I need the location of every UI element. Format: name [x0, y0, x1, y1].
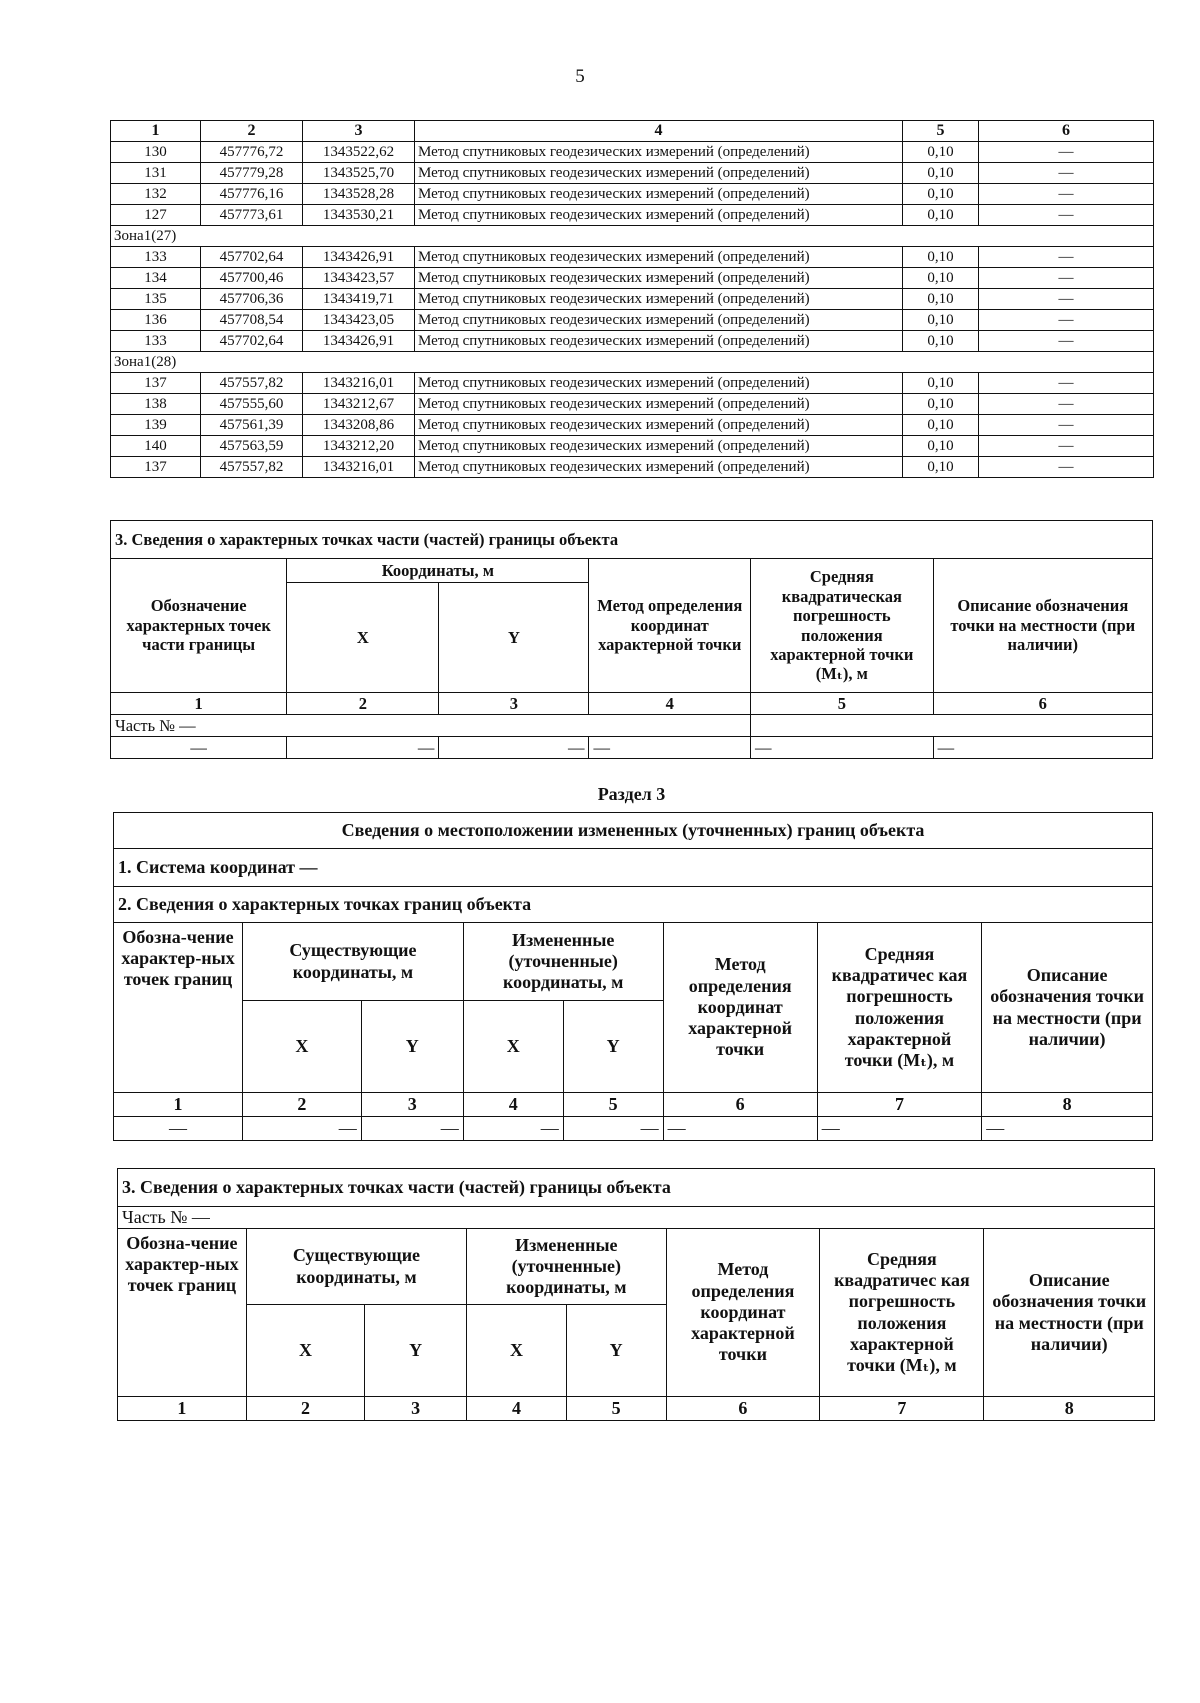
- table-cell: 0,10: [903, 247, 979, 268]
- empty-value: —: [982, 1117, 1153, 1141]
- table-cell: 1343423,05: [303, 310, 415, 331]
- table-cell: 457700,46: [201, 268, 303, 289]
- changed-boundaries-title: Сведения о местоположении измененных (уточненных) границ объекта: [114, 813, 1153, 849]
- table-cell: 1343426,91: [303, 331, 415, 352]
- col-changed: Измененные (уточненные) координаты, м: [463, 923, 663, 1001]
- table-cell: Метод спутниковых геодезических измерений (определений): [415, 457, 903, 478]
- table-cell: —: [979, 394, 1154, 415]
- table-cell: Метод спутниковых геодезических измерений (определений): [415, 394, 903, 415]
- table-cell: 137: [111, 373, 201, 394]
- col-method: Метод определения координат характерной точки: [663, 923, 817, 1093]
- table-cell: 1343426,91: [303, 247, 415, 268]
- col-number: 6: [933, 693, 1152, 715]
- col-description: Описание обозначения точки на местности (при наличии): [982, 923, 1153, 1093]
- col-number: 4: [463, 1093, 563, 1117]
- col-x: X: [246, 1305, 364, 1397]
- table-cell: 1343522,62: [303, 142, 415, 163]
- table-cell: 457563,59: [201, 436, 303, 457]
- part-points-title: 3. Сведения о характерных точках части (частей) границы объекта: [111, 521, 1153, 559]
- table-cell: —: [979, 331, 1154, 352]
- table-cell: 457557,82: [201, 373, 303, 394]
- table-cell: Метод спутниковых геодезических измерений (определений): [415, 310, 903, 331]
- table-cell: 457702,64: [201, 247, 303, 268]
- table-cell: Метод спутниковых геодезических измерений (определений): [415, 268, 903, 289]
- header-cell: 4: [415, 121, 903, 142]
- table-cell: 1343525,70: [303, 163, 415, 184]
- table-cell: 132: [111, 184, 201, 205]
- table-cell: —: [979, 205, 1154, 226]
- table-cell: —: [979, 184, 1154, 205]
- table-cell: 457561,39: [201, 415, 303, 436]
- table-row: [111, 142, 1154, 163]
- col-description: Описание обозначения точки на местности (при наличии): [984, 1229, 1155, 1397]
- table-row: [111, 289, 1154, 310]
- part-points-table: [110, 520, 1153, 759]
- header-cell: 3: [303, 121, 415, 142]
- col-designation: Обозна-чение характер-ных точек границ: [118, 1229, 247, 1397]
- table-cell: 1343528,28: [303, 184, 415, 205]
- table-cell: Метод спутниковых геодезических измерений (определений): [415, 205, 903, 226]
- table-cell: 136: [111, 310, 201, 331]
- table-cell: 131: [111, 163, 201, 184]
- col-number: 1: [114, 1093, 243, 1117]
- col-error: Средняя квадратичес кая погрешность положения характерной точки (Mₜ), м: [820, 1229, 984, 1397]
- table-row: [111, 331, 1154, 352]
- col-x: X: [243, 1001, 362, 1093]
- col-number: 3: [361, 1093, 463, 1117]
- col-number: 7: [817, 1093, 981, 1117]
- col-changed: Измененные (уточненные) координаты, м: [467, 1229, 666, 1305]
- col-y: Y: [563, 1001, 663, 1093]
- table-header-row: [111, 121, 1154, 142]
- col-number: 5: [751, 693, 934, 715]
- table-cell: —: [979, 289, 1154, 310]
- col-number: 6: [666, 1397, 820, 1421]
- table-cell: Метод спутниковых геодезических измерений (определений): [415, 163, 903, 184]
- table-cell: 457557,82: [201, 457, 303, 478]
- table-row: [111, 163, 1154, 184]
- empty-value: —: [751, 737, 934, 759]
- col-x: X: [287, 583, 439, 693]
- table-cell: 0,10: [903, 268, 979, 289]
- table-cell: 1343423,57: [303, 268, 415, 289]
- table-cell: Метод спутниковых геодезических измерений (определений): [415, 184, 903, 205]
- table-cell: 139: [111, 415, 201, 436]
- table-row: [111, 415, 1154, 436]
- header-cell: 2: [201, 121, 303, 142]
- col-number: 2: [243, 1093, 362, 1117]
- col-number: 2: [287, 693, 439, 715]
- col-number: 3: [439, 693, 589, 715]
- table-cell: Метод спутниковых геодезических измерений (определений): [415, 373, 903, 394]
- changed-boundaries-table: [113, 812, 1153, 1141]
- table-cell: Метод спутниковых геодезических измерений (определений): [415, 331, 903, 352]
- table-cell: 457776,72: [201, 142, 303, 163]
- empty-value: —: [589, 737, 751, 759]
- boundary-points-table: [110, 120, 1154, 478]
- empty-value: —: [817, 1117, 981, 1141]
- table-cell: —: [979, 163, 1154, 184]
- col-x: X: [463, 1001, 563, 1093]
- table-row: [111, 205, 1154, 226]
- table-cell: 457773,61: [201, 205, 303, 226]
- col-number: 5: [566, 1397, 666, 1421]
- table-row: [111, 184, 1154, 205]
- col-y: Y: [361, 1001, 463, 1093]
- table-cell: 0,10: [903, 331, 979, 352]
- table-row: [111, 457, 1154, 478]
- table-row: [111, 247, 1154, 268]
- table-row: [111, 373, 1154, 394]
- page-number: 5: [575, 66, 585, 87]
- table-cell: Метод спутниковых геодезических измерений (определений): [415, 142, 903, 163]
- table-cell: —: [979, 436, 1154, 457]
- table-cell: 0,10: [903, 394, 979, 415]
- col-number: 3: [365, 1397, 467, 1421]
- table-cell: —: [979, 457, 1154, 478]
- empty-value: —: [563, 1117, 663, 1141]
- table-cell: 0,10: [903, 415, 979, 436]
- table-cell: 0,10: [903, 205, 979, 226]
- table-cell: 457779,28: [201, 163, 303, 184]
- zone-label: Зона1(27): [111, 226, 1154, 247]
- table-cell: 457702,64: [201, 331, 303, 352]
- table-cell: —: [979, 310, 1154, 331]
- table-cell: 1343212,20: [303, 436, 415, 457]
- table-cell: 138: [111, 394, 201, 415]
- col-y: Y: [439, 583, 589, 693]
- table-cell: 137: [111, 457, 201, 478]
- coord-system: 1. Система координат —: [114, 849, 1153, 887]
- header-cell: 5: [903, 121, 979, 142]
- changed-part-points-table: [117, 1168, 1155, 1421]
- empty-value: —: [287, 737, 439, 759]
- col-number: 1: [118, 1397, 247, 1421]
- points-subtitle: 2. Сведения о характерных точках границ объекта: [114, 887, 1153, 923]
- table-cell: 457776,16: [201, 184, 303, 205]
- col-coords: Координаты, м: [287, 559, 589, 583]
- table-cell: Метод спутниковых геодезических измерений (определений): [415, 436, 903, 457]
- table-cell: 127: [111, 205, 201, 226]
- table-cell: 457706,36: [201, 289, 303, 310]
- col-description: Описание обозначения точки на местности (при наличии): [933, 559, 1152, 693]
- col-x: X: [467, 1305, 567, 1397]
- table-cell: 0,10: [903, 457, 979, 478]
- table-cell: 0,10: [903, 142, 979, 163]
- table-cell: 0,10: [903, 289, 979, 310]
- col-designation: Обозна-чение характер-ных точек границ: [114, 923, 243, 1093]
- table-cell: 0,10: [903, 163, 979, 184]
- col-error: Средняя квадратичес кая погрешность положения характерной точки (Mₜ), м: [817, 923, 981, 1093]
- table-cell: 457555,60: [201, 394, 303, 415]
- col-number: 4: [589, 693, 751, 715]
- table-cell: 1343208,86: [303, 415, 415, 436]
- empty-value: —: [111, 737, 287, 759]
- table-cell: 1343212,67: [303, 394, 415, 415]
- table-cell: 133: [111, 331, 201, 352]
- table-row: [111, 268, 1154, 289]
- col-number: 5: [563, 1093, 663, 1117]
- empty-value: —: [439, 737, 589, 759]
- empty-value: —: [463, 1117, 563, 1141]
- boundary-points-body: [111, 121, 1154, 478]
- table-cell: —: [979, 247, 1154, 268]
- table-cell: 135: [111, 289, 201, 310]
- part-points-title: 3. Сведения о характерных точках части (частей) границы объекта: [118, 1169, 1155, 1207]
- col-number: 8: [982, 1093, 1153, 1117]
- table-cell: 1343216,01: [303, 457, 415, 478]
- part-label: Часть № —: [118, 1207, 1155, 1229]
- table-row: [111, 436, 1154, 457]
- header-cell: 6: [979, 121, 1154, 142]
- col-number: 1: [111, 693, 287, 715]
- col-error: Средняя квадратическая погрешность положения характерной точки (Mₜ), м: [751, 559, 934, 693]
- table-cell: 130: [111, 142, 201, 163]
- empty-value: —: [361, 1117, 463, 1141]
- table-cell: —: [979, 373, 1154, 394]
- table-cell: 140: [111, 436, 201, 457]
- col-number: 8: [984, 1397, 1155, 1421]
- zone-row: [111, 352, 1154, 373]
- col-method: Метод определения координат характерной точки: [589, 559, 751, 693]
- col-number: 4: [467, 1397, 567, 1421]
- col-designation: Обозначение характерных точек части границы: [111, 559, 287, 693]
- zone-row: [111, 226, 1154, 247]
- table-cell: 0,10: [903, 184, 979, 205]
- table-row: [111, 310, 1154, 331]
- table-cell: 1343419,71: [303, 289, 415, 310]
- col-existing: Существующие координаты, м: [243, 923, 464, 1001]
- section-title: Раздел 3: [597, 784, 666, 804]
- header-cell: 1: [111, 121, 201, 142]
- empty-value: —: [933, 737, 1152, 759]
- table-cell: —: [979, 268, 1154, 289]
- table-row: [111, 394, 1154, 415]
- col-existing: Существующие координаты, м: [246, 1229, 466, 1305]
- col-y: Y: [566, 1305, 666, 1397]
- table-cell: 0,10: [903, 436, 979, 457]
- part-label: Часть № —: [111, 715, 751, 737]
- col-number: 2: [246, 1397, 364, 1421]
- table-cell: —: [979, 142, 1154, 163]
- table-cell: 457708,54: [201, 310, 303, 331]
- col-number: 6: [663, 1093, 817, 1117]
- col-method: Метод определения координат характерной точки: [666, 1229, 820, 1397]
- empty-value: —: [663, 1117, 817, 1141]
- table-cell: Метод спутниковых геодезических измерений (определений): [415, 289, 903, 310]
- table-cell: Метод спутниковых геодезических измерений (определений): [415, 415, 903, 436]
- table-cell: —: [979, 415, 1154, 436]
- empty-value: —: [243, 1117, 362, 1141]
- col-y: Y: [365, 1305, 467, 1397]
- table-cell: 134: [111, 268, 201, 289]
- table-cell: 133: [111, 247, 201, 268]
- empty-cell: [751, 715, 1153, 737]
- empty-value: —: [114, 1117, 243, 1141]
- zone-label: Зона1(28): [111, 352, 1154, 373]
- table-cell: 1343216,01: [303, 373, 415, 394]
- table-cell: 0,10: [903, 310, 979, 331]
- table-cell: 0,10: [903, 373, 979, 394]
- col-number: 7: [820, 1397, 984, 1421]
- table-cell: Метод спутниковых геодезических измерений (определений): [415, 247, 903, 268]
- table-cell: 1343530,21: [303, 205, 415, 226]
